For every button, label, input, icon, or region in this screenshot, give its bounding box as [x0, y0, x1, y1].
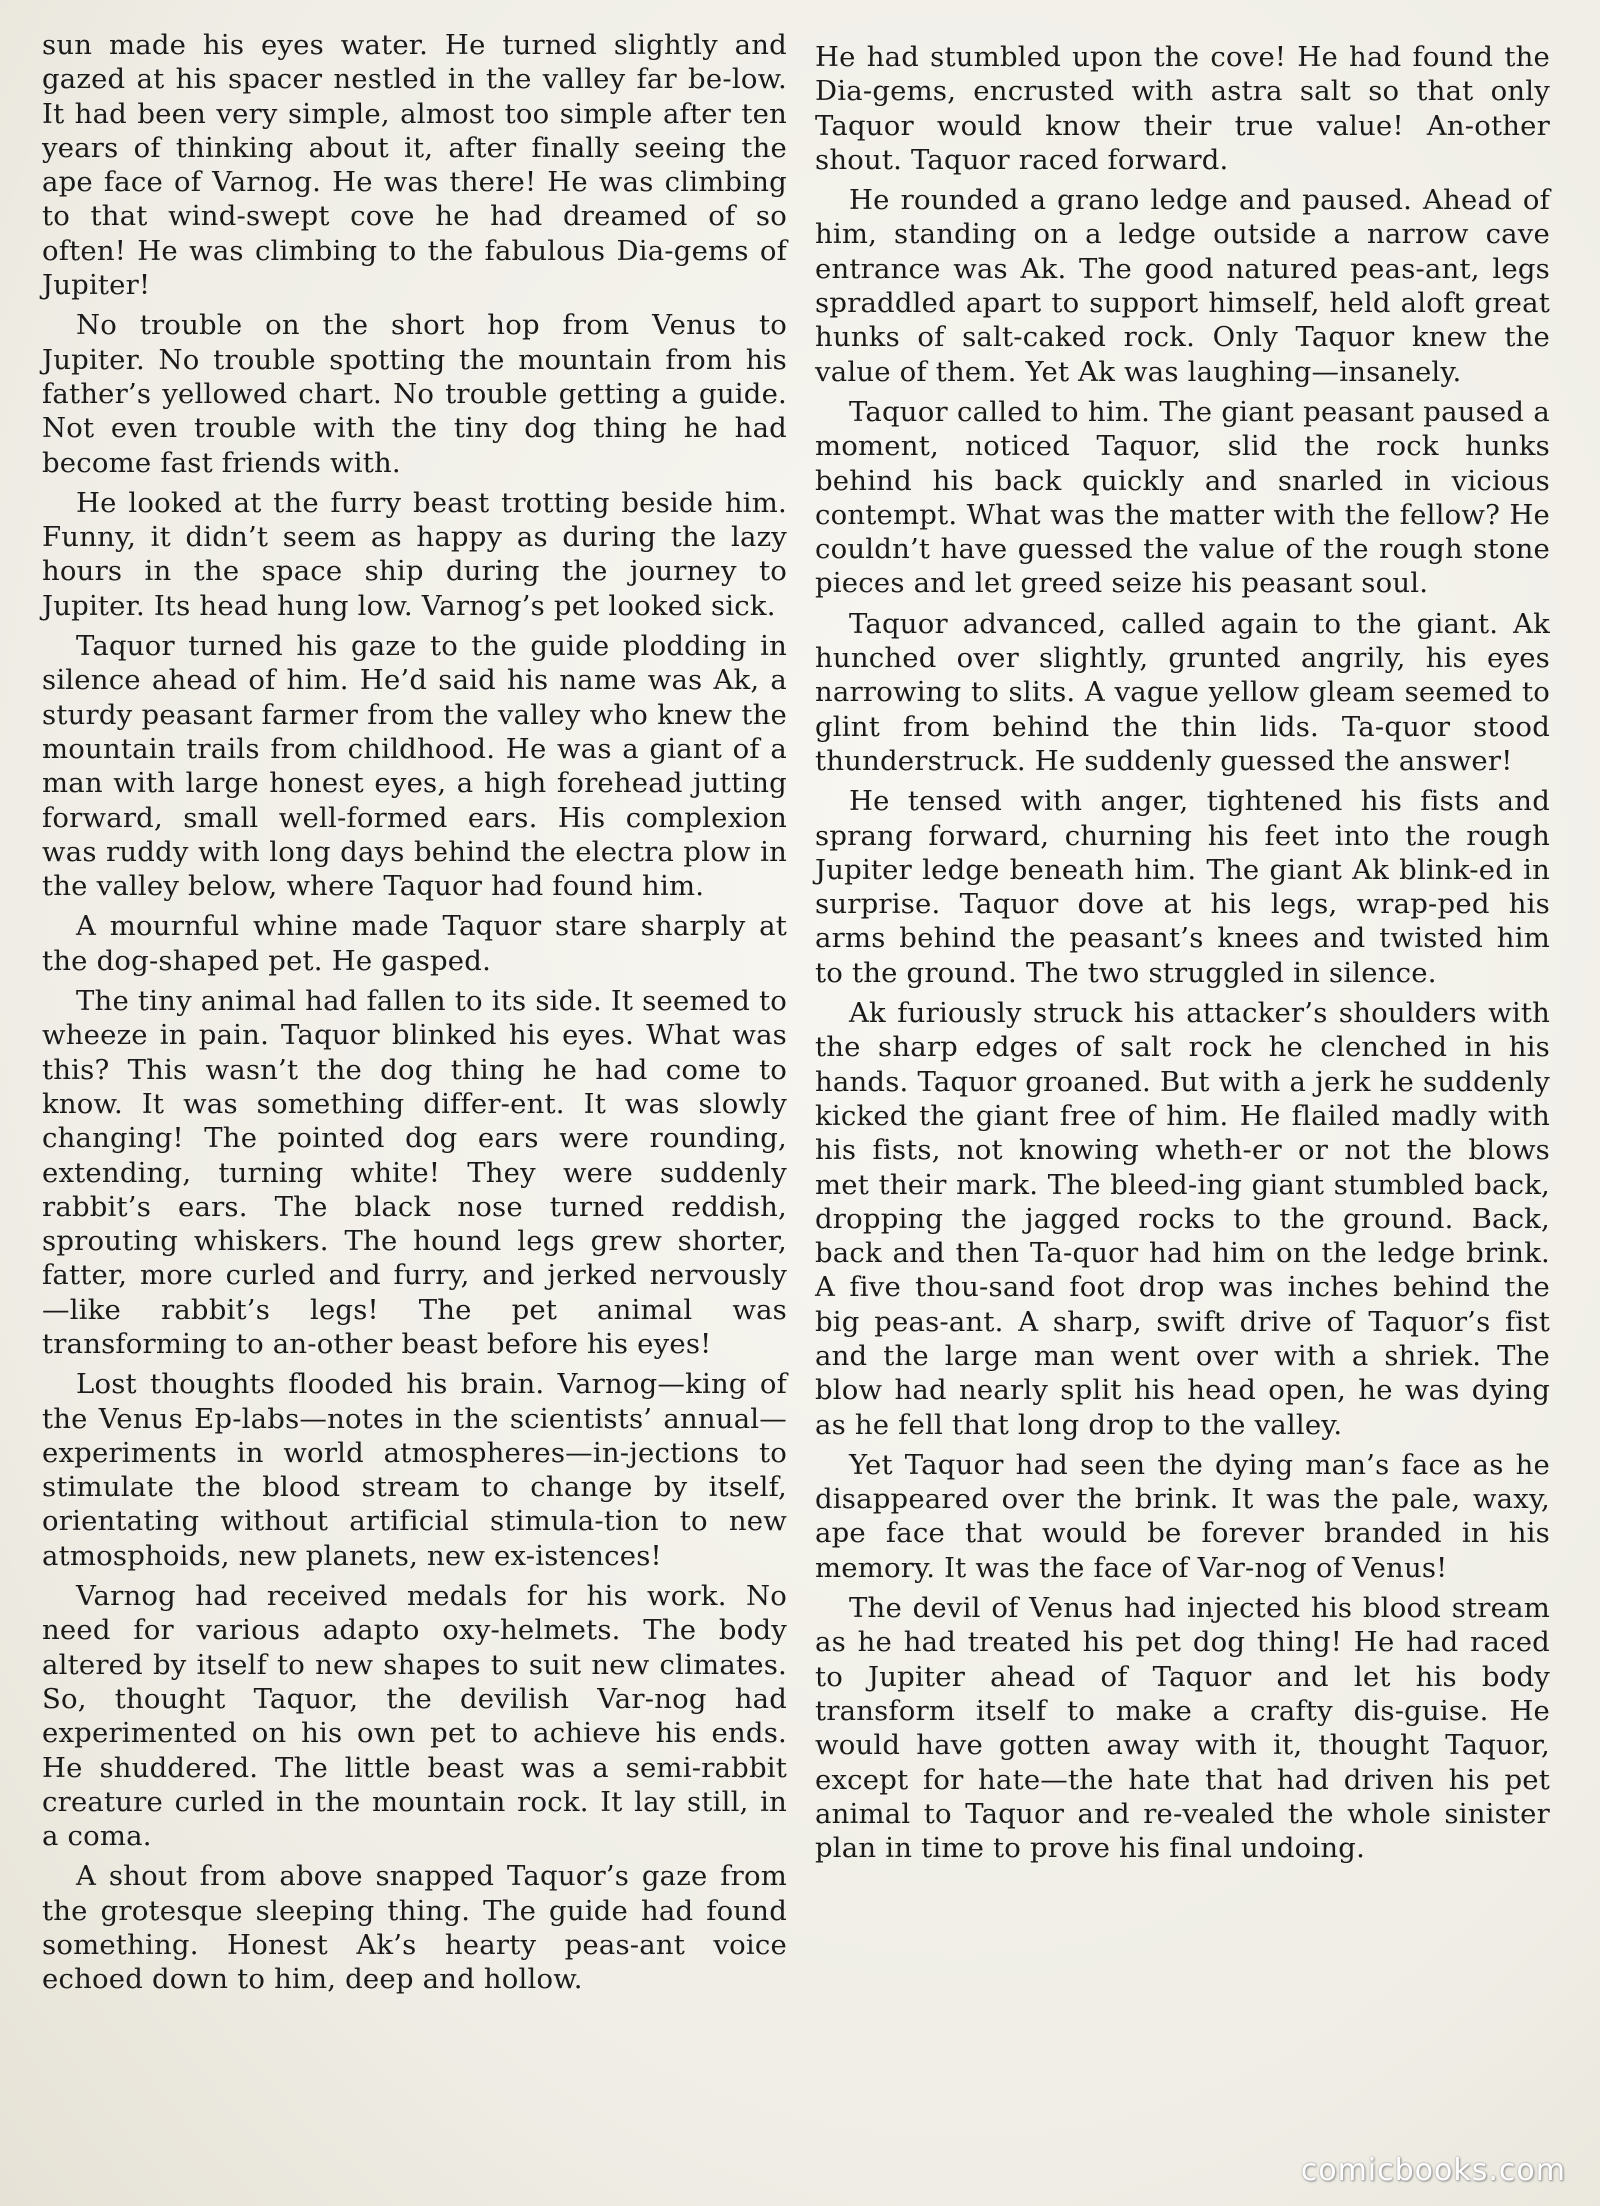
- paragraph: Lost thoughts flooded his brain. Varnog—king of the Venus Ep-labs—notes in the scientists’ annual—experiments in world atmospheres—in-jections to stimulate the blood stream to change by itself, orientating without artificial stimula-tion to new atmosphoids, new planets, new ex-istences!: [42, 1368, 787, 1572]
- paragraph: sun made his eyes water. He turned slightly and gazed at his spacer nestled in the valley far be-low. It had been very simple, almost too simple after ten years of thinking about it, after finally seeing the ape face of Varnog. He was there! He was climbing to that wind-swept cove he had dreamed of so often! He was climbing to the fabulous Dia-gems of Jupiter!: [42, 29, 787, 302]
- paragraph: A mournful whine made Taquor stare sharply at the dog-shaped pet. He gasped.: [42, 910, 787, 977]
- paragraph: The tiny animal had fallen to its side. It seemed to wheeze in pain. Taquor blinked his eyes. What was this? This wasn’t the dog thing he had come to know. It was something differ-ent. It was slowly changing! The pointed dog ears were rounding, extending, turning white! They were suddenly rabbit’s ears. The black nose turned reddish, sprouting whiskers. The hound legs grew shorter, fatter, more curled and furry, and jerked nervously—like rabbit’s legs! The pet animal was transforming to an-other beast before his eyes!: [42, 985, 787, 1360]
- paragraph: A shout from above snapped Taquor’s gaze from the grotesque sleeping thing. The guide had found something. Honest Ak’s hearty peas-ant voice echoed down to him, deep and hollow.: [42, 1860, 787, 1996]
- paragraph: He looked at the furry beast trotting beside him. Funny, it didn’t seem as happy as during the lazy hours in the space ship during the journey to Jupiter. Its head hung low. Varnog’s pet looked sick.: [42, 486, 787, 622]
- paragraph: He had stumbled upon the cove! He had found the Dia-gems, encrusted with astra salt so that only Taquor would know their true value! An-other shout. Taquor raced forward.: [815, 41, 1550, 176]
- paragraph: Yet Taquor had seen the dying man’s face as he disappeared over the brink. It was the pale, waxy, ape face that would be forever branded in his memory. It was the face of Var-nog of Venus!: [815, 1448, 1550, 1584]
- paragraph: Taquor called to him. The giant peasant paused a moment, noticed Taquor, slid the rock hunks behind his back quickly and snarled in vicious contempt. What was the matter with the fellow? He couldn’t have guessed the value of the rough stone pieces and let greed seize his peasant soul.: [815, 395, 1550, 600]
- watermark: comicbooks.com: [1300, 2153, 1566, 2188]
- left-column: [42, 28, 787, 2003]
- paragraph: Taquor turned his gaze to the guide plodding in silence ahead of him. He’d said his name was Ak, a sturdy peasant farmer from the valley who knew the mountain trails from childhood. He was a giant of a man with large honest eyes, a high forehead jutting forward, small well-formed ears. His complexion was ruddy with long days behind the electra plow in the valley below, where Taquor had found him.: [42, 630, 787, 903]
- paragraph: The devil of Venus had injected his blood stream as he had treated his pet dog thing! He had raced to Jupiter ahead of Taquor and let his body transform itself to make a crafty dis-guise. He would have gotten away with it, thought Taquor, except for hate—the hate that had driven his pet animal to Taquor and re-vealed the whole sinister plan in time to prove his final undoing.: [815, 1592, 1550, 1865]
- paragraph: Varnog had received medals for his work. No need for various adapto oxy-helmets. The body altered by itself to new shapes to suit new climates. So, thought Taquor, the devilish Var-nog had experimented on his own pet to achieve his ends. He shuddered. The little beast was a semi-rabbit creature curled in the mountain rock. It lay still, in a coma.: [42, 1580, 787, 1853]
- paragraph: Taquor advanced, called again to the giant. Ak hunched over slightly, grunted angrily, his eyes narrowing to slits. A vague yellow gleam seemed to glint from behind the thin lids. Ta-quor stood thunderstruck. He suddenly guessed the answer!: [815, 607, 1550, 777]
- right-column: [815, 40, 1550, 1871]
- paragraph: He rounded a grano ledge and paused. Ahead of him, standing on a ledge outside a narrow cave entrance was Ak. The good natured peas-ant, legs spraddled apart to support himself, held aloft great hunks of salt-caked rock. Only Taquor knew the value of them. Yet Ak was laughing—insanely.: [815, 184, 1550, 388]
- paragraph: He tensed with anger, tightened his fists and sprang forward, churning his feet into the rough Jupiter ledge beneath him. The giant Ak blink-ed in surprise. Taquor dove at his legs, wrap-ped his arms behind the peasant’s knees and twisted him to the ground. The two struggled in silence.: [815, 785, 1550, 989]
- paragraph: Ak furiously struck his attacker’s shoulders with the sharp edges of salt rock he clenched in his hands. Taquor groaned. But with a jerk he suddenly kicked the giant free of him. He flailed madly with his fists, not knowing wheth-er or not the blows met their mark. The bleed-ing giant stumbled back, dropping the jagged rocks to the ground. Back, back and then Ta-quor had him on the ledge brink. A five thou-sand foot drop was inches behind the big peas-ant. A sharp, swift drive of Taquor’s fist and the large man went over with a shriek. The blow had nearly split his head open, he was dying as he fell that long drop to the valley.: [815, 997, 1550, 1441]
- paragraph: No trouble on the short hop from Venus to Jupiter. No trouble spotting the mountain from his father’s yellowed chart. No trouble getting a guide. Not even trouble with the tiny dog thing he had become fast friends with.: [42, 309, 787, 479]
